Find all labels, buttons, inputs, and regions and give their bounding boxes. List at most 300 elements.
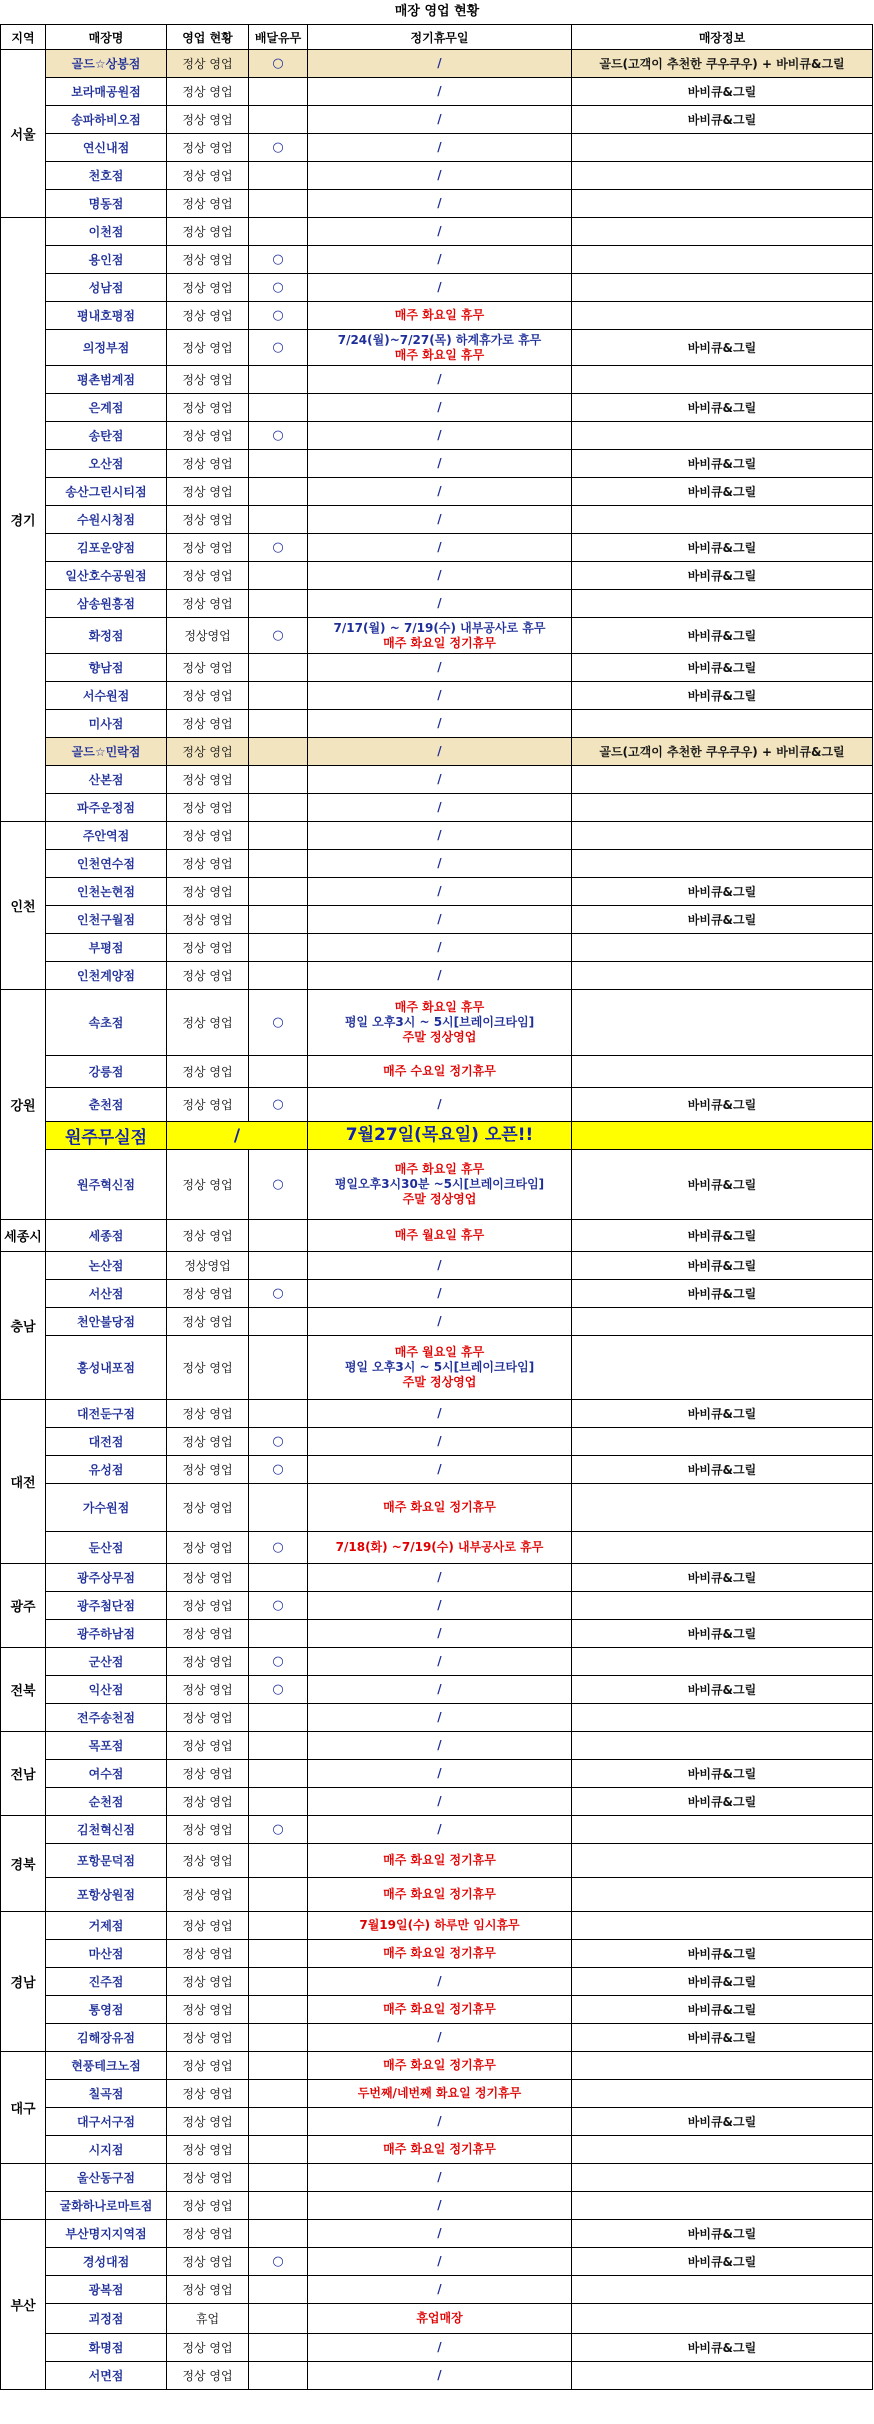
status-cell: 정상 영업 <box>167 1280 249 1308</box>
holiday-cell: 매주 화요일 휴무 <box>308 302 572 330</box>
holiday-cell: / <box>308 2220 572 2248</box>
holiday-line: 평일오후3시30분 ~5시[브레이크타임] <box>334 1177 545 1191</box>
store-name-cell: 부평점 <box>46 934 167 962</box>
header-region: 지역 <box>1 25 46 50</box>
holiday-cell: / <box>308 2024 572 2052</box>
table-row <box>1 2052 873 2080</box>
holiday-cell: 7/18(화) ~7/19(수) 내부공사로 휴무 <box>308 1532 572 1564</box>
status-cell: 정상 영업 <box>167 246 249 274</box>
table-row <box>1 1704 873 1732</box>
table-row <box>1 2024 873 2052</box>
table-row <box>1 1252 873 1280</box>
status-cell: 정상 영업 <box>167 2334 249 2362</box>
delivery-cell <box>249 218 308 246</box>
header-store-name: 매장명 <box>46 25 167 50</box>
store-info-cell <box>572 366 873 394</box>
status-cell: 휴업 <box>167 2304 249 2334</box>
holiday-line: 주말 정상영업 <box>402 1030 477 1044</box>
holiday-line: 주말 정상영업 <box>402 1375 477 1389</box>
holiday-cell: 매주 화요일 정기휴무 <box>308 2136 572 2164</box>
holiday-cell: / <box>308 590 572 618</box>
delivery-cell: ○ <box>249 1532 308 1564</box>
store-info-cell: 바비큐&그릴 <box>572 1968 873 1996</box>
table-row <box>1 478 873 506</box>
table-row <box>1 1788 873 1816</box>
status-cell: 정상 영업 <box>167 1844 249 1878</box>
holiday-cell: / <box>308 50 572 78</box>
table-row <box>1 2164 873 2192</box>
delivery-cell <box>249 2276 308 2304</box>
table-row <box>1 2136 873 2164</box>
region-cell: 인천 <box>1 822 46 990</box>
table-row <box>1 794 873 822</box>
holiday-cell: / <box>308 1592 572 1620</box>
status-cell: 정상 영업 <box>167 1878 249 1912</box>
status-cell: 정상 영업 <box>167 1760 249 1788</box>
holiday-cell: / <box>308 850 572 878</box>
holiday-cell: / <box>308 766 572 794</box>
store-info-cell <box>572 1532 873 1564</box>
store-info-cell: 바비큐&그릴 <box>572 1940 873 1968</box>
store-info-cell: 바비큐&그릴 <box>572 1564 873 1592</box>
store-info-cell <box>572 1484 873 1532</box>
store-info-cell <box>572 2052 873 2080</box>
status-cell: 정상 영업 <box>167 1704 249 1732</box>
delivery-cell <box>249 794 308 822</box>
status-cell: 정상 영업 <box>167 934 249 962</box>
table-row <box>1 2248 873 2276</box>
store-name-cell: 골드☆민락점 <box>46 738 167 766</box>
holiday-cell: / <box>308 190 572 218</box>
holiday-line: 평일 오후3시 ~ 5시[브레이크타임] <box>344 1015 535 1029</box>
delivery-cell <box>249 2080 308 2108</box>
delivery-cell: ○ <box>249 134 308 162</box>
delivery-cell: ○ <box>249 50 308 78</box>
store-info-cell: 바비큐&그릴 <box>572 450 873 478</box>
store-info-cell: 바비큐&그릴 <box>572 906 873 934</box>
status-cell: 정상 영업 <box>167 2108 249 2136</box>
holiday-line: 주말 정상영업 <box>402 1192 477 1206</box>
store-info-cell: 바비큐&그릴 <box>572 618 873 654</box>
status-cell: 정상 영업 <box>167 2052 249 2080</box>
status-cell: 정상 영업 <box>167 1732 249 1760</box>
status-cell: 정상 영업 <box>167 654 249 682</box>
status-cell: 정상 영업 <box>167 1456 249 1484</box>
holiday-cell: 매주 월요일 휴무 <box>308 1220 572 1252</box>
region-cell <box>1 2164 46 2220</box>
holiday-cell: / <box>308 1788 572 1816</box>
holiday-cell: / <box>308 1704 572 1732</box>
table-row <box>1 190 873 218</box>
table-row <box>1 2108 873 2136</box>
region-cell: 대전 <box>1 1400 46 1564</box>
table-row <box>1 1122 873 1150</box>
holiday-cell: / <box>308 654 572 682</box>
delivery-cell <box>249 906 308 934</box>
holiday-cell: / <box>308 1732 572 1760</box>
table-row <box>1 618 873 654</box>
status-cell: 정상 영업 <box>167 2164 249 2192</box>
delivery-cell <box>249 710 308 738</box>
table-row <box>1 850 873 878</box>
store-name-cell: 대전점 <box>46 1428 167 1456</box>
store-name-cell: 울산동구점 <box>46 2164 167 2192</box>
store-info-cell <box>572 1844 873 1878</box>
status-cell: 정상 영업 <box>167 2024 249 2052</box>
delivery-cell <box>249 1400 308 1428</box>
delivery-cell: ○ <box>249 246 308 274</box>
store-name-cell: 포항문덕점 <box>46 1844 167 1878</box>
store-name-cell: 광주상무점 <box>46 1564 167 1592</box>
region-cell: 전남 <box>1 1732 46 1816</box>
store-info-cell <box>572 1816 873 1844</box>
status-cell: 정상 영업 <box>167 738 249 766</box>
status-cell: 정상 영업 <box>167 450 249 478</box>
status-cell: 정상 영업 <box>167 1788 249 1816</box>
status-cell: 정상 영업 <box>167 1336 249 1400</box>
holiday-line: 7/17(월) ~ 7/19(수) 내부공사로 휴무 <box>333 620 546 635</box>
holiday-cell: / <box>308 1968 572 1996</box>
status-cell: 정상 영업 <box>167 878 249 906</box>
region-cell: 세종시 <box>1 1220 46 1252</box>
table-row <box>1 1878 873 1912</box>
store-name-cell: 서산점 <box>46 1280 167 1308</box>
store-name-cell: 굴화하나로마트점 <box>46 2192 167 2220</box>
table-row <box>1 1088 873 1122</box>
status-cell: 정상 영업 <box>167 330 249 366</box>
delivery-cell <box>249 1844 308 1878</box>
table-row <box>1 1280 873 1308</box>
holiday-cell <box>308 1150 572 1220</box>
delivery-cell: ○ <box>249 1592 308 1620</box>
table-row <box>1 1336 873 1400</box>
store-info-cell: 바비큐&그릴 <box>572 2248 873 2276</box>
status-cell: 정상 영업 <box>167 478 249 506</box>
store-info-cell: 바비큐&그릴 <box>572 654 873 682</box>
delivery-cell <box>249 590 308 618</box>
delivery-cell <box>249 2334 308 2362</box>
holiday-cell: / <box>308 1648 572 1676</box>
delivery-cell <box>249 1912 308 1940</box>
store-info-cell <box>572 190 873 218</box>
store-info-cell: 바비큐&그릴 <box>572 78 873 106</box>
status-cell: 정상 영업 <box>167 1220 249 1252</box>
header-store-info: 매장정보 <box>572 25 873 50</box>
status-cell: 정상 영업 <box>167 2220 249 2248</box>
table-row <box>1 2304 873 2334</box>
table-row <box>1 1912 873 1940</box>
store-info-cell <box>572 1122 873 1150</box>
delivery-cell <box>249 2136 308 2164</box>
delivery-cell <box>249 766 308 794</box>
holiday-cell: / <box>308 1676 572 1704</box>
store-name-cell: 시지점 <box>46 2136 167 2164</box>
delivery-cell: ○ <box>249 1648 308 1676</box>
status-cell: 정상 영업 <box>167 1648 249 1676</box>
delivery-cell <box>249 2220 308 2248</box>
store-info-cell <box>572 766 873 794</box>
store-name-cell: 파주운정점 <box>46 794 167 822</box>
status-cell: 정상 영업 <box>167 1428 249 1456</box>
store-name-cell: 가수원점 <box>46 1484 167 1532</box>
delivery-cell <box>249 394 308 422</box>
delivery-cell <box>249 1732 308 1760</box>
delivery-cell: ○ <box>249 618 308 654</box>
delivery-cell: ○ <box>249 274 308 302</box>
delivery-cell <box>249 738 308 766</box>
holiday-cell: / <box>308 562 572 590</box>
store-info-cell <box>572 218 873 246</box>
store-info-cell <box>572 822 873 850</box>
delivery-cell <box>249 1220 308 1252</box>
delivery-cell: ○ <box>249 1150 308 1220</box>
store-info-cell: 바비큐&그릴 <box>572 534 873 562</box>
table-row <box>1 654 873 682</box>
store-info-cell: 바비큐&그릴 <box>572 562 873 590</box>
table-row <box>1 2362 873 2390</box>
status-cell: 정상 영업 <box>167 1592 249 1620</box>
store-info-cell: 바비큐&그릴 <box>572 1220 873 1252</box>
table-row <box>1 1484 873 1532</box>
delivery-cell <box>249 562 308 590</box>
holiday-cell: 두번째/네번째 화요일 정기휴무 <box>308 2080 572 2108</box>
table-row <box>1 1620 873 1648</box>
delivery-cell: ○ <box>249 534 308 562</box>
delivery-cell <box>249 1336 308 1400</box>
store-info-cell: 바비큐&그릴 <box>572 1280 873 1308</box>
store-info-cell <box>572 1648 873 1676</box>
status-cell: 정상 영업 <box>167 422 249 450</box>
holiday-cell: 매주 화요일 정기휴무 <box>308 1940 572 1968</box>
status-cell: 정상 영업 <box>167 710 249 738</box>
store-info-cell: 바비큐&그릴 <box>572 1400 873 1428</box>
store-name-cell: 칠곡점 <box>46 2080 167 2108</box>
store-info-cell <box>572 2304 873 2334</box>
region-cell: 충남 <box>1 1252 46 1400</box>
delivery-cell: ○ <box>249 330 308 366</box>
table-row <box>1 1532 873 1564</box>
store-name-cell: 부산명지지역점 <box>46 2220 167 2248</box>
delivery-cell <box>249 850 308 878</box>
table-row <box>1 990 873 1056</box>
holiday-cell: / <box>308 506 572 534</box>
region-cell: 부산 <box>1 2220 46 2390</box>
table-row <box>1 1564 873 1592</box>
delivery-cell <box>249 78 308 106</box>
holiday-cell: / <box>308 534 572 562</box>
table-row <box>1 1592 873 1620</box>
delivery-cell <box>249 1484 308 1532</box>
delivery-cell <box>249 506 308 534</box>
store-name-cell: 익산점 <box>46 1676 167 1704</box>
holiday-cell: / <box>308 2334 572 2362</box>
status-cell: 정상 영업 <box>167 850 249 878</box>
table-row <box>1 394 873 422</box>
store-name-cell: 마산점 <box>46 1940 167 1968</box>
status-cell: 정상 영업 <box>167 2276 249 2304</box>
store-info-cell <box>572 2276 873 2304</box>
holiday-cell: / <box>308 246 572 274</box>
holiday-cell <box>308 330 572 366</box>
delivery-cell <box>249 478 308 506</box>
table-row <box>1 106 873 134</box>
delivery-cell <box>249 1788 308 1816</box>
holiday-cell: / <box>308 1620 572 1648</box>
store-info-cell <box>572 302 873 330</box>
store-info-cell <box>572 2164 873 2192</box>
status-cell: 정상 영업 <box>167 1996 249 2024</box>
holiday-cell: / <box>308 1400 572 1428</box>
table-row <box>1 1844 873 1878</box>
status-cell: 정상 영업 <box>167 134 249 162</box>
store-name-cell: 광복점 <box>46 2276 167 2304</box>
holiday-cell <box>308 618 572 654</box>
store-info-cell: 바비큐&그릴 <box>572 2334 873 2362</box>
delivery-cell: ○ <box>249 422 308 450</box>
store-name-cell: 서수원점 <box>46 682 167 710</box>
store-name-cell: 현풍테크노점 <box>46 2052 167 2080</box>
holiday-cell: / <box>308 1564 572 1592</box>
delivery-cell <box>249 190 308 218</box>
store-name-cell: 용인점 <box>46 246 167 274</box>
store-info-cell: 바비큐&그릴 <box>572 682 873 710</box>
store-info-cell <box>572 962 873 990</box>
table-row <box>1 710 873 738</box>
delivery-cell <box>249 1564 308 1592</box>
holiday-cell: / <box>308 738 572 766</box>
store-name-cell: 화정점 <box>46 618 167 654</box>
store-name-cell: 수원시청점 <box>46 506 167 534</box>
store-name-cell: 둔산점 <box>46 1532 167 1564</box>
status-cell: 정상 영업 <box>167 906 249 934</box>
holiday-cell: / <box>308 2248 572 2276</box>
status-cell: 정상 영업 <box>167 1620 249 1648</box>
store-info-cell <box>572 162 873 190</box>
region-cell: 경남 <box>1 1912 46 2052</box>
store-info-cell <box>572 850 873 878</box>
store-name-cell: 명동점 <box>46 190 167 218</box>
holiday-cell: 휴업매장 <box>308 2304 572 2334</box>
delivery-cell <box>249 1968 308 1996</box>
status-cell: 정상 영업 <box>167 50 249 78</box>
table-row <box>1 422 873 450</box>
store-info-cell <box>572 1336 873 1400</box>
store-name-cell: 광주하남점 <box>46 1620 167 1648</box>
table-row <box>1 766 873 794</box>
store-name-cell: 향남점 <box>46 654 167 682</box>
holiday-cell: / <box>308 478 572 506</box>
status-cell: 정상 영업 <box>167 274 249 302</box>
holiday-cell: / <box>308 2108 572 2136</box>
holiday-cell: / <box>308 218 572 246</box>
holiday-cell: / <box>308 682 572 710</box>
delivery-cell <box>249 450 308 478</box>
store-name-cell: 송탄점 <box>46 422 167 450</box>
holiday-cell: 매주 화요일 정기휴무 <box>308 1484 572 1532</box>
store-name-cell: 평촌범계점 <box>46 366 167 394</box>
holiday-cell: 7월27일(목요일) 오픈!! <box>308 1122 572 1150</box>
table-row <box>1 1056 873 1088</box>
store-name-cell: 김해장유점 <box>46 2024 167 2052</box>
region-cell: 경북 <box>1 1816 46 1912</box>
status-cell: 정상 영업 <box>167 2362 249 2390</box>
holiday-cell: / <box>308 78 572 106</box>
status-cell: 정상 영업 <box>167 1400 249 1428</box>
status-cell: 정상 영업 <box>167 990 249 1056</box>
status-cell: 정상 영업 <box>167 1056 249 1088</box>
table-row <box>1 1220 873 1252</box>
store-info-cell: 골드(고객이 추천한 쿠우쿠우) + 바비큐&그릴 <box>572 738 873 766</box>
status-cell: 정상 영업 <box>167 1912 249 1940</box>
status-cell: 정상 영업 <box>167 506 249 534</box>
holiday-cell: / <box>308 134 572 162</box>
table-row <box>1 1732 873 1760</box>
store-name-cell: 김천혁신점 <box>46 1816 167 1844</box>
status-cell: 정상 영업 <box>167 366 249 394</box>
holiday-line: 매주 화요일 휴무 <box>394 1000 485 1014</box>
holiday-cell: / <box>308 2164 572 2192</box>
table-row <box>1 1816 873 1844</box>
store-info-cell: 바비큐&그릴 <box>572 1996 873 2024</box>
delivery-cell <box>249 934 308 962</box>
store-info-cell <box>572 274 873 302</box>
store-name-cell: 인천연수점 <box>46 850 167 878</box>
store-name-cell: 보라매공원점 <box>46 78 167 106</box>
holiday-cell: / <box>308 1760 572 1788</box>
holiday-cell: / <box>308 106 572 134</box>
delivery-cell <box>249 1308 308 1336</box>
holiday-cell: / <box>308 1088 572 1122</box>
status-cell: / <box>167 1122 308 1150</box>
status-cell: 정상 영업 <box>167 78 249 106</box>
store-info-cell <box>572 1732 873 1760</box>
status-cell: 정상 영업 <box>167 766 249 794</box>
store-name-cell: 유성점 <box>46 1456 167 1484</box>
delivery-cell: ○ <box>249 1676 308 1704</box>
region-cell: 경기 <box>1 218 46 822</box>
delivery-cell: ○ <box>249 990 308 1056</box>
store-info-cell: 바비큐&그릴 <box>572 1456 873 1484</box>
header-status: 영업 현황 <box>167 25 249 50</box>
status-cell: 정상 영업 <box>167 822 249 850</box>
store-info-cell: 바비큐&그릴 <box>572 394 873 422</box>
status-cell: 정상영업 <box>167 618 249 654</box>
delivery-cell: ○ <box>249 1280 308 1308</box>
store-info-cell: 바비큐&그릴 <box>572 2108 873 2136</box>
holiday-cell: / <box>308 822 572 850</box>
status-cell: 정상 영업 <box>167 1532 249 1564</box>
store-info-cell <box>572 246 873 274</box>
store-name-cell: 순천점 <box>46 1788 167 1816</box>
delivery-cell <box>249 654 308 682</box>
status-cell: 정상 영업 <box>167 2248 249 2276</box>
store-name-cell: 군산점 <box>46 1648 167 1676</box>
holiday-cell: / <box>308 1456 572 1484</box>
table-row <box>1 50 873 78</box>
table-row <box>1 1760 873 1788</box>
store-name-cell: 경성대점 <box>46 2248 167 2276</box>
table-row <box>1 1968 873 1996</box>
delivery-cell <box>249 2024 308 2052</box>
header-row <box>1 25 873 50</box>
status-cell: 정상 영업 <box>167 2080 249 2108</box>
holiday-cell: / <box>308 1252 572 1280</box>
holiday-cell <box>308 990 572 1056</box>
store-name-cell: 괴정점 <box>46 2304 167 2334</box>
store-info-cell <box>572 1592 873 1620</box>
holiday-line: 평일 오후3시 ~ 5시[브레이크타임] <box>344 1360 535 1374</box>
holiday-cell: / <box>308 394 572 422</box>
